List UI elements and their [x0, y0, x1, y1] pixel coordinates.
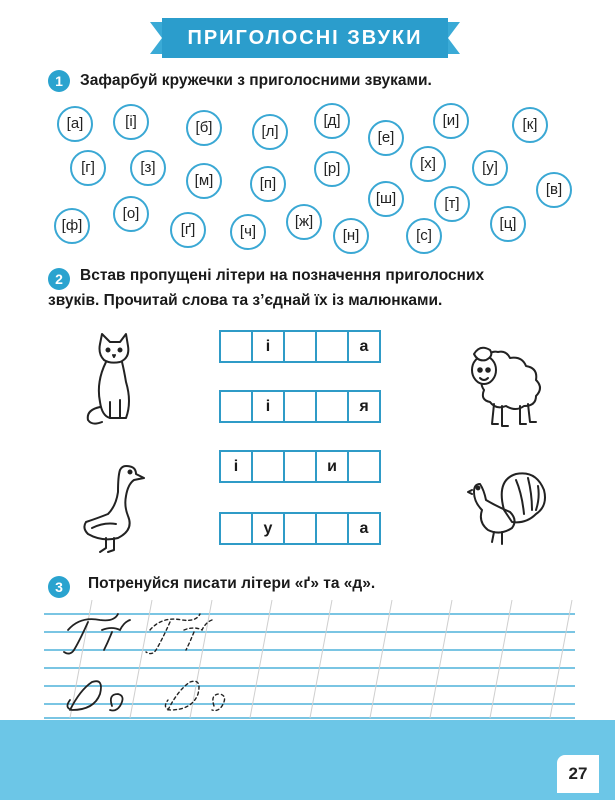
- goose-picture[interactable]: [78, 462, 148, 554]
- word-row-3: [219, 450, 381, 483]
- sound-circle[interactable]: [в]: [536, 172, 572, 208]
- letter-cell[interactable]: [315, 330, 349, 363]
- sound-circle[interactable]: [к]: [512, 107, 548, 143]
- sound-circle[interactable]: [р]: [314, 151, 350, 187]
- task-2-instruction-line-2: звуків. Прочитай слова та з’єднай їх із малюнками.: [48, 292, 443, 309]
- letter-cell[interactable]: я: [347, 390, 381, 423]
- sound-circle[interactable]: [н]: [333, 218, 369, 254]
- letter-cell[interactable]: у: [251, 512, 285, 545]
- letter-cell[interactable]: [219, 390, 253, 423]
- task-3-instruction: Потренуйся писати літери «ґ» та «д».: [88, 575, 376, 592]
- sound-circle[interactable]: [д]: [314, 103, 350, 139]
- word-row-4: [219, 512, 381, 545]
- sound-circle[interactable]: [ґ]: [170, 212, 206, 248]
- letter-cell[interactable]: и: [315, 450, 349, 483]
- sound-circle[interactable]: [у]: [472, 150, 508, 186]
- cat-picture[interactable]: [80, 332, 150, 427]
- turkey-picture[interactable]: [466, 470, 548, 546]
- letter-cell[interactable]: [315, 390, 349, 423]
- sound-circle[interactable]: [ж]: [286, 204, 322, 240]
- sound-circle[interactable]: [и]: [433, 103, 469, 139]
- sound-circle[interactable]: [г]: [70, 150, 106, 186]
- page-title: ПРИГОЛОСНІ ЗВУКИ: [187, 27, 423, 49]
- page-number: 27: [557, 755, 599, 793]
- letter-cell[interactable]: а: [347, 512, 381, 545]
- sound-circle[interactable]: [с]: [406, 218, 442, 254]
- title-banner: [150, 18, 460, 58]
- task-3-number: 3: [48, 576, 70, 598]
- sound-circle[interactable]: [і]: [113, 104, 149, 140]
- sound-circle[interactable]: [з]: [130, 150, 166, 186]
- sound-circle[interactable]: [е]: [368, 120, 404, 156]
- sound-circle[interactable]: [м]: [186, 163, 222, 199]
- letter-cell[interactable]: [219, 330, 253, 363]
- word-row-2: [219, 390, 381, 423]
- sound-circle[interactable]: [а]: [57, 106, 93, 142]
- sound-circle[interactable]: [ш]: [368, 181, 404, 217]
- letter-cell[interactable]: і: [251, 390, 285, 423]
- handwriting-lines: [0, 590, 615, 725]
- letter-cell[interactable]: [315, 512, 349, 545]
- word-row-1: [219, 330, 381, 363]
- sound-circle[interactable]: [ф]: [54, 208, 90, 244]
- letter-cell[interactable]: [251, 450, 285, 483]
- letter-cell[interactable]: [283, 512, 317, 545]
- sound-circle[interactable]: [б]: [186, 110, 222, 146]
- letter-cell[interactable]: [219, 512, 253, 545]
- sound-circle[interactable]: [п]: [250, 166, 286, 202]
- sound-circle[interactable]: [л]: [252, 114, 288, 150]
- task-1-number: 1: [48, 70, 70, 92]
- letter-cell[interactable]: а: [347, 330, 381, 363]
- letter-cell[interactable]: і: [251, 330, 285, 363]
- letter-cell[interactable]: і: [219, 450, 253, 483]
- letter-cell[interactable]: [283, 450, 317, 483]
- sheep-picture[interactable]: [466, 340, 546, 432]
- sound-circle[interactable]: [х]: [410, 146, 446, 182]
- footer-band: [0, 720, 615, 800]
- sound-circle[interactable]: [о]: [113, 196, 149, 232]
- letter-cell[interactable]: [347, 450, 381, 483]
- task-2-instruction-line-1: Встав пропущені літери на позначення приголосних: [80, 267, 485, 284]
- sound-circle[interactable]: [ч]: [230, 214, 266, 250]
- task-2-number: 2: [48, 268, 70, 290]
- letter-cell[interactable]: [283, 390, 317, 423]
- sound-circle[interactable]: [ц]: [490, 206, 526, 242]
- letter-cell[interactable]: [283, 330, 317, 363]
- task-1-instruction: Зафарбуй кружечки з приголосними звуками.: [80, 72, 432, 89]
- sound-circle[interactable]: [т]: [434, 186, 470, 222]
